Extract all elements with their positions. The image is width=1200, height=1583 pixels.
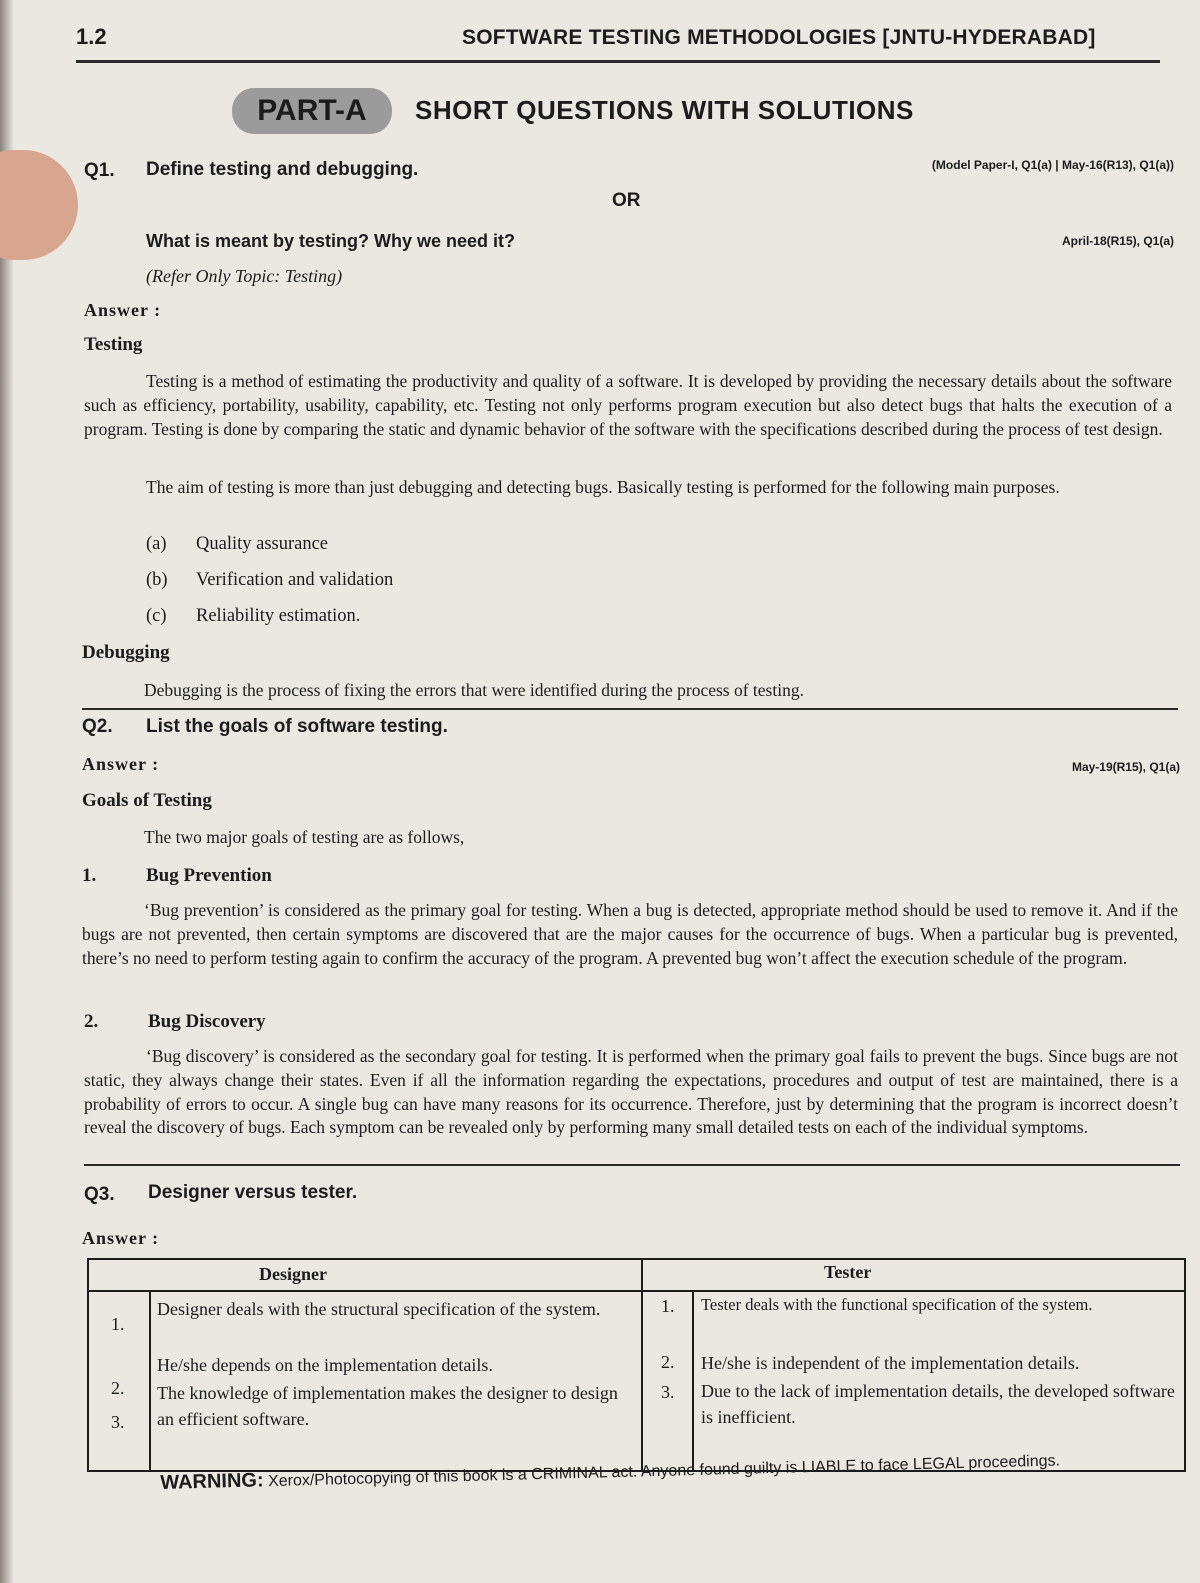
table-divider [692,1292,694,1470]
running-header: SOFTWARE TESTING METHODOLOGIES [JNTU-HYDERABAD] [462,26,1096,49]
header-rule [76,60,1160,63]
purpose-label: (a) [146,534,167,554]
q1-question: Define testing and debugging. [146,159,419,180]
goal1-paragraph: ‘Bug prevention’ is considered as the primary goal for testing. When a bug is detected, appropriate method should be used to remove it. And if the bugs are not prevented, then certain symptoms are discovered that are the major causes for the occurrence of bugs. When a particular bug is prevented, there’s no need to perform testing again to confirm the accuracy of the program. A prevented bug won’t affect the execution schedule of the program. [82,900,1178,968]
table-header-tester: Tester [824,1262,872,1282]
table-divider [641,1260,643,1470]
designer-row-number: 1. [111,1314,125,1334]
debugging-paragraph: Debugging is the process of fixing the errors that were identified during the process of testing. [144,680,804,700]
comparison-table [87,1258,1186,1472]
warning-text: Xerox/Photocopying of this book is a CRIMINAL act. Anyone found guilty is LIABLE to face LEGAL proceedings. [267,1452,1061,1491]
tester-row-number: 2. [661,1352,675,1372]
q2-divider [84,1164,1180,1166]
goal1-title: Bug Prevention [146,865,272,886]
q3-question: Designer versus tester. [148,1182,358,1203]
tester-row-text: Due to the lack of implementation details, the developed software is inefficient. [701,1381,1175,1427]
purpose-text: Reliability estimation. [196,606,361,626]
thumb-in-frame [0,150,78,260]
q3-number: Q3. [84,1184,115,1205]
q3-answer-label: Answer : [82,1228,160,1248]
refer-note: (Refer Only Topic: Testing) [146,266,343,286]
purpose-text: Quality assurance [196,534,329,554]
purpose-label: (c) [146,606,167,626]
tester-row-text: He/she is independent of the implementation details. [701,1353,1080,1373]
tester-row-number: 3. [661,1382,675,1402]
purpose-item-b [146,570,393,591]
q2-number: Q2. [82,716,113,737]
goal2-title: Bug Discovery [148,1011,266,1032]
q1-or: OR [612,190,641,211]
page-number: 1.2 [76,24,107,49]
q2-answer-label: Answer : [82,754,160,774]
part-badge: PART-A [232,88,392,134]
goal2-number: 2. [84,1011,99,1032]
purpose-text: Verification and validation [196,570,394,590]
designer-row-number: 3. [111,1412,125,1432]
goal2-paragraph: ‘Bug discovery’ is considered as the secondary goal for testing. It is performed when the primary goal fails to prevent the bugs. Since bugs are not static, they always change their states. Even if all the information regarding the expectations, procedures and output of test are maintained, there is a probability of errors to occur. A single bug can have many reasons for its occurrence. Therefore, just by determining that the program is incorrect doesn’t reveal the discovery of bugs. Each symptom can be revealed only by performing many small detailed tests on each of the individual symptoms. [84,1046,1178,1138]
q1-divider [82,708,1178,710]
q2-reference: May-19(R15), Q1(a) [1071,760,1180,774]
section-title: SHORT QUESTIONS WITH SOLUTIONS [415,95,914,125]
designer-row-text: He/she depends on the implementation details. [157,1355,493,1375]
purpose-label: (b) [146,570,168,590]
debugging-heading: Debugging [82,642,170,663]
tester-row-number: 1. [661,1296,675,1316]
warning-label: WARNING: [160,1469,264,1494]
q1-alt-question: What is meant by testing? Why we need it? [146,231,516,251]
testing-heading: Testing [84,334,143,355]
goals-intro: The two major goals of testing are as follows, [144,827,465,847]
q1-answer-label: Answer : [84,300,162,320]
designer-row-text: The knowledge of implementation makes the designer to design an efficient software. [157,1383,618,1429]
purpose-item-a [146,534,328,555]
q1-alt-reference: April-18(R15), Q1(a) [1061,234,1174,248]
purpose-item-c [146,606,360,627]
goals-heading: Goals of Testing [82,790,212,811]
designer-row-number: 2. [111,1378,125,1398]
table-divider [149,1292,151,1470]
table-header-designer: Designer [259,1264,327,1284]
q1-reference: (Model Paper-I, Q1(a) | May-16(R13), Q1(a)) [931,158,1174,172]
q1-number: Q1. [84,160,115,181]
q2-question: List the goals of software testing. [146,716,448,737]
designer-row-text: Designer deals with the structural specification of the system. [157,1299,601,1319]
tester-row-text: Tester deals with the functional specification of the system. [701,1295,1093,1314]
testing-paragraph-1: Testing is a method of estimating the productivity and quality of a software. It is developed by providing the necessary details about the software such as efficiency, portability, usability, capability, etc. Testing not only performs program execution but also detect bugs that halts the execution of a program. Testing is done by comparing the static and dynamic behavior of the software with the specifications described during the process of test design. [84,371,1172,439]
testing-paragraph-2: The aim of testing is more than just debugging and detecting bugs. Basically testing is performed for the following main purposes. [146,477,1060,497]
goal1-number: 1. [82,865,97,886]
